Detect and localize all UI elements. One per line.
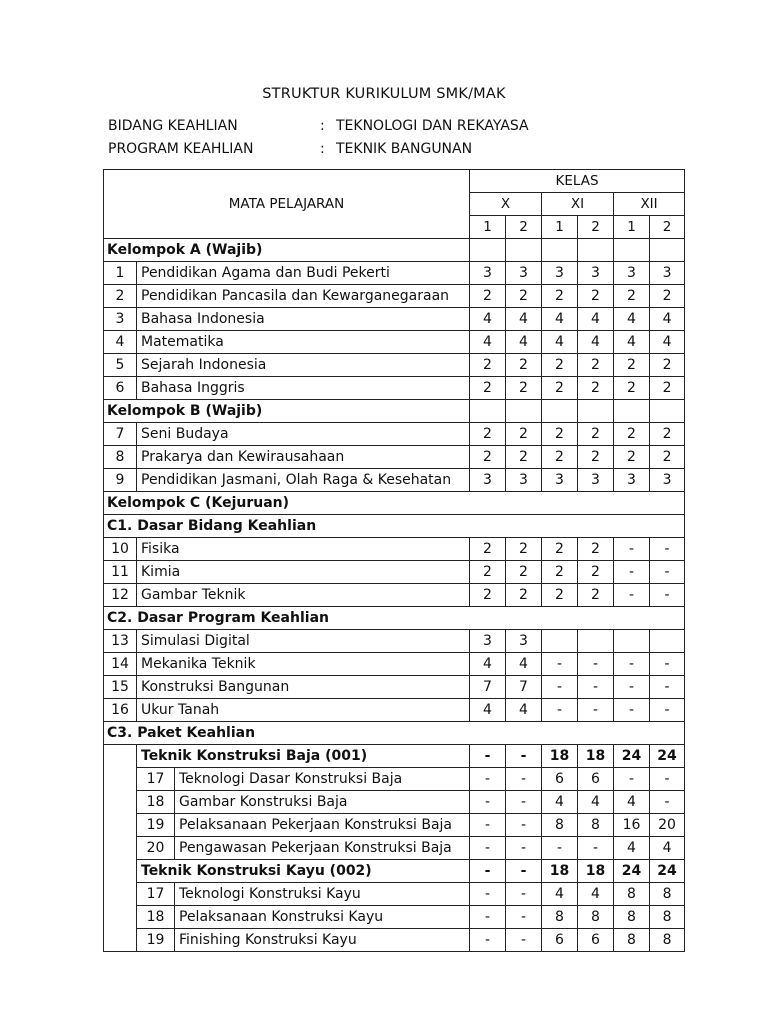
row-number: 14 [104,653,137,676]
value-cell: - [542,837,578,860]
value-cell: 20 [650,814,685,837]
value-cell: - [650,584,685,607]
subject-name: Teknologi Konstruksi Kayu [175,883,470,906]
row-number: 19 [137,929,175,952]
row-number: 6 [104,377,137,400]
value-cell: 2 [506,285,542,308]
value-cell: 4 [578,791,614,814]
package-subject-row [104,906,685,929]
value-cell: - [614,653,650,676]
value-cell: 3 [578,469,614,492]
value-cell: 8 [614,883,650,906]
group-label: C3. Paket Keahlian [104,722,685,745]
value-cell: 8 [650,906,685,929]
value-cell [542,239,578,262]
value-cell: 4 [614,331,650,354]
value-cell: - [470,745,506,768]
row-number: 18 [137,791,175,814]
subject-row [104,561,685,584]
subject-name: Bahasa Inggris [137,377,470,400]
value-cell: 2 [506,423,542,446]
value-cell: - [470,768,506,791]
value-cell [614,400,650,423]
value-cell: 24 [614,745,650,768]
package-subject-row [104,837,685,860]
value-cell: - [614,676,650,699]
subject-name: Pengawasan Pekerjaan Konstruksi Baja [175,837,470,860]
value-cell: 2 [542,538,578,561]
value-cell [470,239,506,262]
value-cell: 18 [542,860,578,883]
subject-row [104,538,685,561]
row-number: 17 [137,883,175,906]
value-cell: 4 [506,653,542,676]
group-row [104,239,685,262]
package-label: Teknik Konstruksi Kayu (002) [137,860,470,883]
value-cell [650,239,685,262]
row-number: 2 [104,285,137,308]
value-cell: - [470,906,506,929]
value-cell: 2 [542,561,578,584]
value-cell: 2 [506,561,542,584]
value-cell: - [578,653,614,676]
package-subject-row [104,883,685,906]
value-cell: 2 [614,423,650,446]
subject-name: Pelaksanaan Pekerjaan Konstruksi Baja [175,814,470,837]
value-cell: 4 [614,837,650,860]
value-cell: 3 [578,262,614,285]
value-cell: 2 [470,584,506,607]
value-cell: 4 [650,837,685,860]
value-cell: 8 [614,929,650,952]
value-cell: 6 [578,768,614,791]
row-number: 10 [104,538,137,561]
subject-name: Teknologi Dasar Konstruksi Baja [175,768,470,791]
value-cell: 4 [506,699,542,722]
row-number: 19 [137,814,175,837]
value-cell: 2 [542,377,578,400]
value-cell: - [470,860,506,883]
value-cell: 2 [470,285,506,308]
subject-name: Konstruksi Bangunan [137,676,470,699]
value-cell: - [542,676,578,699]
value-cell: 2 [614,285,650,308]
value-cell: - [506,837,542,860]
value-cell: 2 [614,377,650,400]
value-cell: 2 [578,423,614,446]
value-cell: 4 [470,308,506,331]
subject-name: Finishing Konstruksi Kayu [175,929,470,952]
value-cell: 8 [650,883,685,906]
value-cell: - [542,699,578,722]
value-cell: 2 [470,446,506,469]
value-cell: 16 [614,814,650,837]
subject-name: Prakarya dan Kewirausahaan [137,446,470,469]
value-cell: 2 [506,377,542,400]
row-number: 11 [104,561,137,584]
value-cell: 2 [542,354,578,377]
meta-key: BIDANG KEAHLIAN [108,118,238,134]
value-cell [542,630,578,653]
semester-header: 2 [578,216,614,239]
row-number: 20 [137,837,175,860]
package-subject-row [104,768,685,791]
value-cell: 4 [578,308,614,331]
value-cell: 4 [578,883,614,906]
subject-name: Seni Budaya [137,423,470,446]
value-cell: 7 [470,676,506,699]
subject-row [104,446,685,469]
group-label: C2. Dasar Program Keahlian [104,607,685,630]
value-cell: 3 [614,469,650,492]
subject-name: Pendidikan Jasmani, Olah Raga & Kesehatan [137,469,470,492]
value-cell: 8 [578,906,614,929]
subject-name: Pendidikan Agama dan Budi Pekerti [137,262,470,285]
meta-separator: : [320,141,325,157]
subject-name: Sejarah Indonesia [137,354,470,377]
value-cell: 2 [542,423,578,446]
value-cell: 2 [506,538,542,561]
row-number: 9 [104,469,137,492]
value-cell [470,400,506,423]
value-cell: - [506,860,542,883]
value-cell: 3 [542,469,578,492]
value-cell: - [470,837,506,860]
value-cell: - [506,768,542,791]
value-cell: 8 [614,906,650,929]
semester-header: 2 [650,216,685,239]
value-cell: 4 [470,653,506,676]
value-cell: 2 [542,584,578,607]
value-cell: 2 [578,377,614,400]
row-number: 8 [104,446,137,469]
subject-row [104,262,685,285]
value-cell: 7 [506,676,542,699]
value-cell: 4 [542,883,578,906]
value-cell: 2 [650,354,685,377]
value-cell: 4 [506,308,542,331]
value-cell: 6 [578,929,614,952]
row-number: 13 [104,630,137,653]
value-cell: 2 [470,561,506,584]
semester-header: 1 [470,216,506,239]
kelas-header: KELAS [470,170,685,193]
subject-row [104,308,685,331]
subject-row [104,377,685,400]
value-cell: 24 [650,745,685,768]
subject-name: Simulasi Digital [137,630,470,653]
value-cell: 3 [470,469,506,492]
value-cell: 2 [578,285,614,308]
semester-header: 1 [614,216,650,239]
value-cell: 2 [578,538,614,561]
value-cell: 2 [470,423,506,446]
value-cell: 2 [506,354,542,377]
value-cell: - [650,699,685,722]
package-subject-row [104,791,685,814]
value-cell: 2 [470,377,506,400]
value-cell: - [614,538,650,561]
subject-row [104,469,685,492]
value-cell: - [470,929,506,952]
package-row [104,745,685,768]
subject-row [104,331,685,354]
semester-header: 1 [542,216,578,239]
row-number: 18 [137,906,175,929]
row-number: 15 [104,676,137,699]
package-subject-row [104,929,685,952]
group-label: Kelompok B (Wajib) [104,400,470,423]
value-cell: - [650,561,685,584]
subject-row [104,285,685,308]
value-cell: 18 [578,745,614,768]
value-cell: - [614,768,650,791]
subject-row [104,354,685,377]
subject-name: Pendidikan Pancasila dan Kewarganegaraan [137,285,470,308]
value-cell: 4 [578,331,614,354]
value-cell: - [506,745,542,768]
value-cell: 3 [650,469,685,492]
row-number: 16 [104,699,137,722]
value-cell: 4 [470,331,506,354]
group-row [104,400,685,423]
value-cell: - [650,676,685,699]
row-number: 17 [137,768,175,791]
value-cell: 2 [470,354,506,377]
value-cell: - [506,791,542,814]
value-cell: 2 [650,377,685,400]
value-cell: 4 [470,699,506,722]
value-cell: 8 [542,906,578,929]
meta-key: PROGRAM KEAHLIAN [108,141,254,157]
value-cell: 3 [650,262,685,285]
value-cell: - [506,929,542,952]
value-cell: 6 [542,768,578,791]
value-cell: - [578,676,614,699]
value-cell: 4 [542,308,578,331]
value-cell: - [578,837,614,860]
semester-header: 2 [506,216,542,239]
value-cell: 6 [542,929,578,952]
page-title: STRUKTUR KURIKULUM SMK/MAK [262,86,506,102]
value-cell: 2 [506,446,542,469]
row-number: 3 [104,308,137,331]
value-cell: 8 [542,814,578,837]
value-cell: 3 [470,262,506,285]
value-cell: - [470,814,506,837]
value-cell: 2 [650,285,685,308]
row-number: 1 [104,262,137,285]
group-row [104,607,685,630]
value-cell: - [614,699,650,722]
value-cell: - [542,653,578,676]
value-cell: 2 [506,584,542,607]
row-number: 7 [104,423,137,446]
subject-name: Fisika [137,538,470,561]
value-cell: 18 [542,745,578,768]
subject-row [104,584,685,607]
value-cell: 2 [578,584,614,607]
value-cell: 2 [650,423,685,446]
value-cell: 3 [506,630,542,653]
value-cell: - [650,653,685,676]
subject-header: MATA PELAJARAN [104,170,470,239]
value-cell: - [650,538,685,561]
value-cell [650,630,685,653]
value-cell: 2 [614,446,650,469]
subject-name: Gambar Teknik [137,584,470,607]
subject-name: Mekanika Teknik [137,653,470,676]
row-number: 12 [104,584,137,607]
subject-name: Pelaksanaan Konstruksi Kayu [175,906,470,929]
package-row [104,860,685,883]
package-subject-row [104,814,685,837]
value-cell [542,400,578,423]
value-cell: 2 [470,538,506,561]
subject-row [104,423,685,446]
group-row [104,515,685,538]
header-row-kelas [104,170,685,193]
group-label: Kelompok A (Wajib) [104,239,470,262]
value-cell: 2 [578,354,614,377]
group-label: C1. Dasar Bidang Keahlian [104,515,685,538]
group-row [104,492,685,515]
value-cell: 8 [650,929,685,952]
value-cell: 18 [578,860,614,883]
value-cell [578,630,614,653]
value-cell: 4 [614,791,650,814]
value-cell: 2 [578,446,614,469]
value-cell: 2 [650,446,685,469]
value-cell: - [506,883,542,906]
meta-separator: : [320,118,325,134]
value-cell: 24 [614,860,650,883]
group-label: Kelompok C (Kejuruan) [104,492,685,515]
value-cell: 3 [506,262,542,285]
value-cell [506,239,542,262]
value-cell: - [506,906,542,929]
value-cell: 4 [506,331,542,354]
subject-name: Gambar Konstruksi Baja [175,791,470,814]
meta-value: TEKNOLOGI DAN REKAYASA [336,118,529,134]
subject-row [104,630,685,653]
value-cell: - [614,561,650,584]
value-cell: - [470,883,506,906]
value-cell: 24 [650,860,685,883]
value-cell: 2 [542,285,578,308]
value-cell: 2 [542,446,578,469]
group-row [104,722,685,745]
package-indent-cell [104,745,137,952]
value-cell: - [470,791,506,814]
value-cell: 4 [650,331,685,354]
value-cell: - [506,814,542,837]
value-cell: 2 [578,561,614,584]
value-cell [578,239,614,262]
meta-value: TEKNIK BANGUNAN [336,141,473,157]
value-cell: 3 [614,262,650,285]
class-header-x: X [470,193,542,216]
row-number: 4 [104,331,137,354]
value-cell: 3 [470,630,506,653]
value-cell: - [650,791,685,814]
subject-row [104,699,685,722]
class-header-xii: XII [614,193,685,216]
curriculum-table [103,169,685,952]
value-cell: 4 [650,308,685,331]
value-cell: - [578,699,614,722]
value-cell: 4 [542,331,578,354]
class-header-xi: XI [542,193,614,216]
package-label: Teknik Konstruksi Baja (001) [137,745,470,768]
value-cell: 4 [542,791,578,814]
subject-name: Bahasa Indonesia [137,308,470,331]
value-cell: 2 [614,354,650,377]
subject-name: Kimia [137,561,470,584]
value-cell: 3 [542,262,578,285]
value-cell [614,239,650,262]
value-cell: 8 [578,814,614,837]
subject-row [104,676,685,699]
subject-name: Matematika [137,331,470,354]
value-cell: 3 [506,469,542,492]
subject-row [104,653,685,676]
row-number: 5 [104,354,137,377]
value-cell: - [614,584,650,607]
subject-name: Ukur Tanah [137,699,470,722]
value-cell: 4 [614,308,650,331]
value-cell [614,630,650,653]
value-cell: - [650,768,685,791]
value-cell [506,400,542,423]
value-cell [650,400,685,423]
value-cell [578,400,614,423]
